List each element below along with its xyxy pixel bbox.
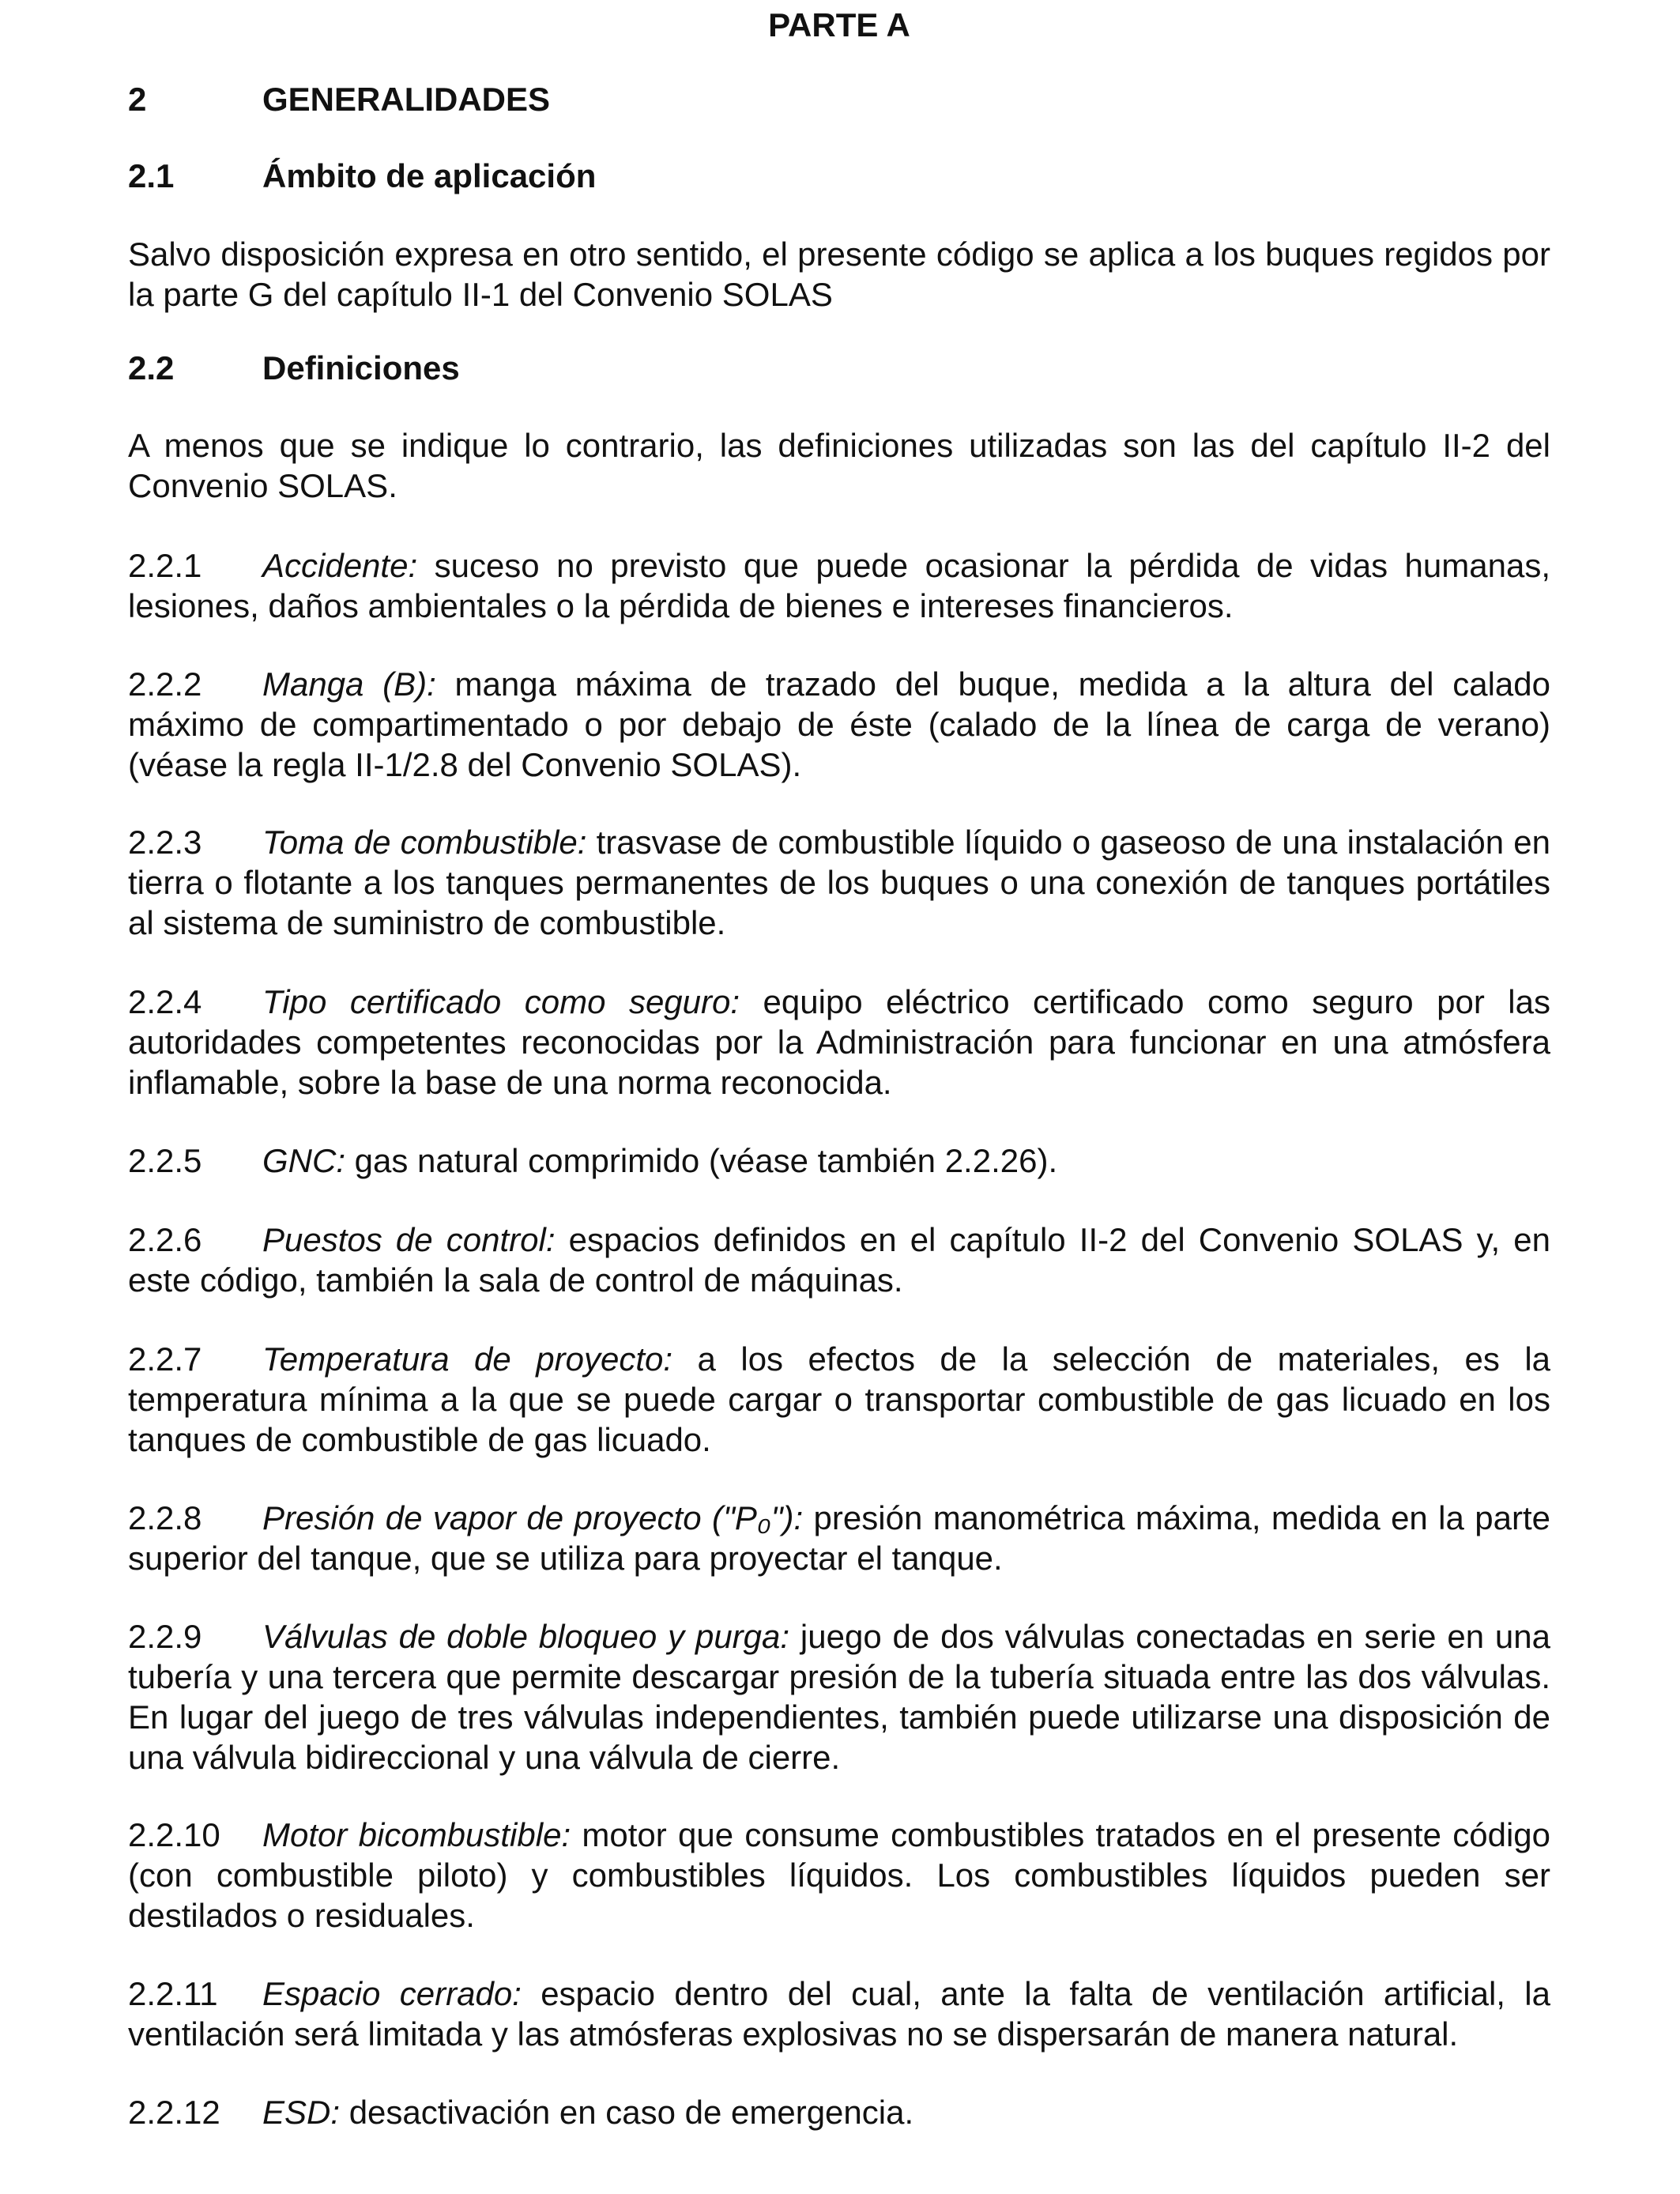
definition-number: 2.2.6: [128, 1221, 202, 1258]
definition-2-2-10: [128, 1815, 1550, 1936]
definition-text: trasvase de combustible líquido o gaseoso de una instalación en tierra o flotante a los tanques permanentes de los buques o una conexión de tanques portátiles al sistema de suministro de combustible.: [128, 824, 1550, 941]
definition-2-2-8: [128, 1498, 1550, 1578]
definition-term: Tipo certificado como seguro:: [262, 983, 740, 1020]
definition-term: Espacio cerrado:: [262, 1975, 522, 2012]
definition-2-2-2: [128, 664, 1550, 785]
definition-number: 2.2.9: [128, 1618, 202, 1655]
subsection-paragraph-2-1: Salvo disposición expresa en otro sentido, el presente código se aplica a los buques regidos por la parte G del capítulo II-1 del Convenio SOLAS: [128, 236, 1550, 313]
definition-number: 2.2.7: [128, 1340, 202, 1378]
definition-2-2-11: [128, 1973, 1550, 2054]
definition-text: a los efectos de la selección de materiales, es la temperatura mínima a la que se puede cargar o transportar combustible de gas licuado en los tanques de combustible de gas licuado.: [128, 1340, 1551, 1458]
definition-2-2-3: [128, 822, 1550, 943]
subsection-paragraph-2-2: A menos que se indique lo contrario, las definiciones utilizadas son las del capítulo II-2 del Convenio SOLAS.: [128, 427, 1550, 504]
definition-term: Presión de vapor de proyecto ("P₀"):: [262, 1499, 804, 1536]
definition-number: 2.2.1: [128, 547, 202, 584]
definition-2-2-1: [128, 545, 1550, 626]
definition-text: espacios definidos en el capítulo II-2 del Convenio SOLAS y, en este código, también la sala de control de máquinas.: [128, 1221, 1551, 1299]
definition-text: equipo eléctrico certificado como seguro por las autoridades competentes reconocidas por la Administración para funcionar en una atmósfera inflamable, sobre la base de una norma reconocida.: [128, 983, 1550, 1101]
definition-text: desactivación en caso de emergencia.: [348, 2094, 914, 2131]
section-number: 2: [128, 81, 147, 118]
definition-2-2-4: [128, 982, 1550, 1103]
section-heading: [128, 79, 550, 119]
definition-text: juego de dos válvulas conectadas en serie en una tubería y una tercera que permite descargar presión de la tubería situada entre las dos válvulas. En lugar del juego de tres válvulas independientes, también puede utilizarse una disposición de una válvula bidireccional y una válvula de cierre.: [128, 1618, 1550, 1776]
definition-text: motor que consume combustibles tratados en el presente código (con combustible piloto) y combustibles líquidos. Los combustibles líquidos pueden ser destilados o residuales.: [128, 1816, 1550, 1934]
definition-2-2-6: [128, 1220, 1550, 1300]
definition-term: Válvulas de doble bloqueo y purga:: [262, 1618, 790, 1655]
definition-2-2-5: [128, 1140, 1550, 1181]
part-title: PARTE A: [768, 6, 910, 43]
definition-text: manga máxima de trazado del buque, medida a la altura del calado máximo de compartimentado o por debajo de éste (calado de la línea de carga de verano) (véase la regla II-1/2.8 del Convenio SOLAS).: [128, 665, 1550, 783]
definition-number: 2.2.5: [128, 1142, 202, 1179]
definition-number: 2.2.2: [128, 665, 202, 703]
definition-term: Toma de combustible:: [262, 824, 587, 861]
subsection-number: 2.1: [128, 157, 175, 194]
definition-term: GNC:: [262, 1142, 345, 1179]
definition-number: 2.2.3: [128, 824, 202, 861]
definition-text: espacio dentro del cual, ante la falta de ventilación artificial, la ventilación será limitada y las atmósferas explosivas no se dispersarán de manera natural.: [128, 1975, 1550, 2053]
subsection-title: Definiciones: [262, 349, 460, 386]
section-title: GENERALIDADES: [262, 81, 551, 118]
definition-term: Puestos de control:: [262, 1221, 556, 1258]
definition-term: Temperatura de proyecto:: [262, 1340, 673, 1378]
definition-term: Accidente:: [262, 547, 418, 584]
definition-text: presión manométrica máxima, medida en la parte superior del tanque, que se utiliza para proyectar el tanque.: [128, 1499, 1550, 1577]
definition-2-2-12: [128, 2092, 1550, 2132]
definition-2-2-9: [128, 1616, 1550, 1777]
definition-number: 2.2.8: [128, 1499, 202, 1536]
definition-text: suceso no previsto que puede ocasionar la pérdida de vidas humanas, lesiones, daños ambientales o la pérdida de bienes e intereses financieros.: [128, 547, 1551, 624]
definition-term: ESD:: [262, 2094, 341, 2131]
subsection-heading-2-1: [128, 156, 596, 196]
subsection-title: Ámbito de aplicación: [262, 157, 597, 194]
definition-number: 2.2.11: [128, 1975, 218, 2012]
definition-number: 2.2.10: [128, 1816, 220, 1853]
definition-2-2-7: [128, 1339, 1550, 1460]
subsection-number: 2.2: [128, 349, 175, 386]
subsection-heading-2-2: [128, 348, 460, 388]
definition-number: 2.2.12: [128, 2094, 220, 2131]
definition-text: gas natural comprimido (véase también 2.2.26).: [354, 1142, 1058, 1179]
definition-term: Motor bicombustible:: [262, 1816, 571, 1853]
definition-term: Manga (B):: [262, 665, 436, 703]
definition-number: 2.2.4: [128, 983, 202, 1020]
